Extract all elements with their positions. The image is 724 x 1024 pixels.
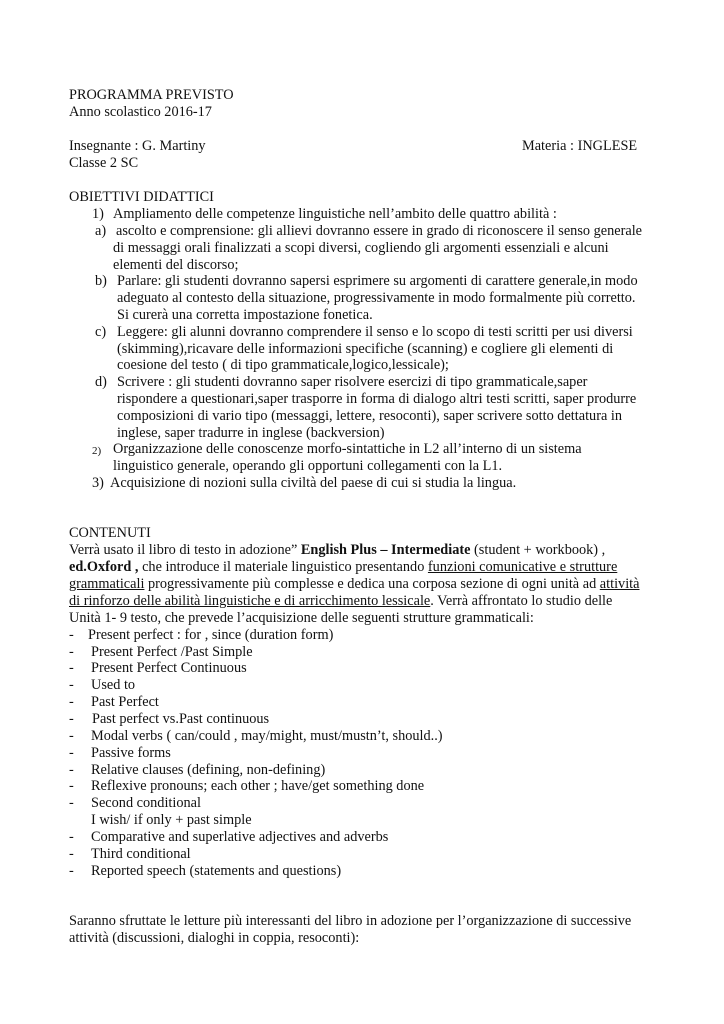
subitem-letter: d) (95, 374, 107, 390)
objective-text: linguistico generale, operando gli opportuni collegamenti con la L1. (113, 458, 503, 474)
contents-paragraph-line: Unità 1- 9 testo, che prevede l’acquisizione delle seguenti strutture grammaticali: (69, 610, 534, 626)
subitem-line: (skimming),ricavare delle informazioni specifiche (scanning) e cogliere gli elementi di (117, 341, 614, 357)
grammar-item: Present Perfect /Past Simple (91, 644, 253, 660)
subitem-line: di messaggi orali finalizzati a scopi diversi, cogliendo gli argomenti essenziali e alcuni (113, 240, 609, 256)
subitem-line: elementi del discorso; (113, 257, 239, 273)
list-dash: - (69, 627, 74, 643)
grammar-item: Used to (91, 677, 136, 693)
subitem-letter: c) (95, 324, 107, 340)
contents-heading: CONTENUTI (69, 525, 151, 541)
list-dash: - (69, 829, 74, 845)
program-title: PROGRAMMA PREVISTO (69, 87, 234, 103)
underlined-text: grammaticali (69, 576, 145, 592)
objectives-heading: OBIETTIVI DIDATTICI (69, 189, 214, 205)
grammar-item: I wish/ if only + past simple (91, 812, 252, 828)
list-dash: - (69, 846, 74, 862)
objective-text: Acquisizione di nozioni sulla civiltà del paese di cui si studia la lingua. (110, 475, 517, 491)
subject-name: Materia : INGLESE (522, 138, 638, 154)
grammar-item: Past Perfect (91, 694, 159, 710)
paragraph-text: che introduce il materiale linguistico presentando (138, 559, 428, 575)
objective-number: 2) (92, 445, 102, 457)
subitem-line: adeguato al contesto della situazione, progressivamente in modo formalmente più corretto. (117, 290, 636, 306)
subitem-line: ascolto e comprensione: gli allievi dovranno essere in grado di riconoscere il senso generale (116, 223, 643, 239)
class-name: Classe 2 SC (69, 155, 139, 171)
contents-paragraph-line (69, 593, 612, 610)
list-dash: - (69, 795, 74, 811)
grammar-item: Passive forms (91, 745, 171, 761)
subitem-line: coesione del testo ( di tipo grammaticale,logico,lessicale); (117, 357, 449, 373)
list-dash: - (69, 762, 74, 778)
paragraph-text: (student + workbook) , (470, 542, 606, 558)
grammar-item: Present Perfect Continuous (91, 660, 247, 676)
school-year: Anno scolastico 2016-17 (69, 104, 212, 120)
subitem-line: composizioni di vario tipo (messaggi, lettere, resoconti), saper scrivere sotto dettatura in (117, 408, 623, 424)
grammar-item: Past perfect vs.Past continuous (92, 711, 270, 727)
objective-number: 3) (92, 475, 104, 491)
contents-paragraph-line (69, 542, 605, 559)
underlined-text: di rinforzo delle abilità linguistiche e di arricchimento lessicale (69, 593, 431, 609)
paragraph-text: . Verrà affrontato lo studio delle (430, 593, 613, 609)
underlined-text: funzioni comunicative e strutture (427, 559, 618, 575)
subitem-line: Scrivere : gli studenti dovranno saper risolvere esercizi di tipo grammaticale,saper (117, 374, 588, 390)
list-dash: - (69, 728, 74, 744)
contents-paragraph-line (69, 576, 640, 593)
closing-paragraph-line: attività (discussioni, dialoghi in coppia, resoconti): (69, 930, 360, 946)
list-dash: - (69, 660, 74, 676)
closing-paragraph-line: Saranno sfruttate le letture più interessanti del libro in adozione per l’organizzazione di successive (69, 913, 632, 929)
subitem-line: Leggere: gli alunni dovranno comprendere il senso e lo scopo di testi scritti per usi diversi (117, 324, 633, 340)
list-dash: - (69, 711, 74, 727)
teacher-name: Insegnante : G. Martiny (69, 138, 206, 154)
subitem-letter: a) (95, 223, 107, 239)
subitem-letter: b) (95, 273, 107, 289)
grammar-item: Present perfect : for , since (duration form) (88, 627, 334, 643)
grammar-item: Relative clauses (defining, non-defining) (91, 762, 326, 778)
list-dash: - (69, 677, 74, 693)
textbook-title: English Plus – Intermediate (300, 542, 471, 558)
underlined-text: attività (599, 576, 640, 592)
subitem-line: Si curerà una corretta impostazione fonetica. (117, 307, 373, 323)
subitem-line: Parlare: gli studenti dovranno sapersi esprimere su argomenti di carattere generale,in modo (117, 273, 638, 289)
list-dash: - (69, 863, 74, 879)
paragraph-text: progressivamente più complesse e dedica una corposa sezione di ogni unità ad (144, 576, 600, 592)
list-dash: - (69, 745, 74, 761)
objective-text: Ampliamento delle competenze linguistiche nell’ambito delle quattro abilità : (113, 206, 557, 222)
paragraph-text: Verrà usato il libro di testo in adozione” (69, 542, 301, 558)
contents-paragraph-line (69, 559, 617, 576)
grammar-item: Second conditional (91, 795, 201, 811)
objective-number: 1) (92, 206, 104, 222)
list-dash: - (69, 644, 74, 660)
subitem-line: inglese, saper tradurre in inglese (backversion) (117, 425, 385, 441)
objective-text: Organizzazione delle conoscenze morfo-sintattiche in L2 all’interno di un sistema (113, 441, 582, 457)
grammar-item: Reported speech (statements and questions) (91, 863, 342, 879)
grammar-item: Comparative and superlative adjectives and adverbs (91, 829, 389, 845)
grammar-item: Third conditional (91, 846, 191, 862)
list-dash: - (69, 694, 74, 710)
grammar-item: Modal verbs ( can/could , may/might, must/mustn’t, should..) (91, 728, 443, 744)
list-dash: - (69, 778, 74, 794)
subitem-line: rispondere a questionari,saper trasporre in forma di dialogo altri testi scritti, saper produrre (117, 391, 637, 407)
grammar-item: Reflexive pronouns; each other ; have/get something done (91, 778, 425, 794)
publisher-name: ed.Oxford , (69, 559, 139, 575)
